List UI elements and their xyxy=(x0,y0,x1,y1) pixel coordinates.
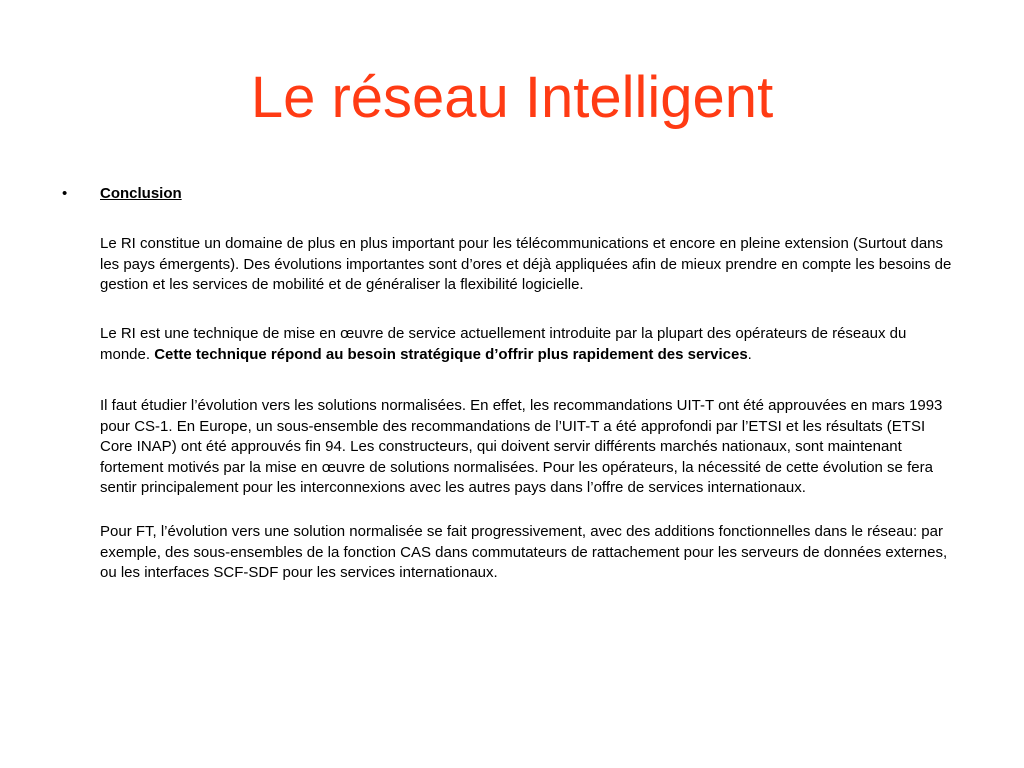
slide-title: Le réseau Intelligent xyxy=(250,65,774,130)
paragraph-technique-text: Le RI est une technique de mise en œuvre de service actuellement introduite par la plupart des opérateurs de réseaux du monde. xyxy=(100,325,907,363)
bullet-icon: • xyxy=(62,185,68,202)
paragraph-technique xyxy=(100,324,956,365)
paragraph-overview: Le RI constitue un domaine de plus en plus important pour les télécommunications et encore en pleine extension (Surtout dans les pays émergents). Des évolutions importantes sont d’ores et déjà appliquées afin de mieux prendre en compte les besoins de gestion et les services de mobilité et de généraliser la flexibilité logicielle. xyxy=(100,235,952,293)
section-heading: Conclusion xyxy=(100,185,182,202)
paragraph-standardization: Il faut étudier l’évolution vers les solutions normalisées. En effet, les recommandations UIT-T ont été approuvées en mars 1993 pour CS-1. En Europe, un sous-ensemble des recommandations de l’UIT-T a été approfondi par l’ETSI et les résultats (ETSI Core INAP) ont été approuvés fin 94. Les constructeurs, qui doivent servir différents marchés nationaux, sont maintenant fortement motivés par la mise en œuvre de solutions normalisées. Pour les opérateurs, la nécessité de cette évolution se fera sentir principalement pour les interconnexions avec les autres pays dans l’offre de services internationaux. xyxy=(100,397,943,496)
paragraph-technique-end: . xyxy=(747,345,752,363)
paragraph-ft-evolution: Pour FT, l’évolution vers une solution normalisée se fait progressivement, avec des additions fonctionnelles dans le réseau: par exemple, des sous-ensembles de la fonction CAS dans commutateurs de rattachement pour les serveurs de données externes, ou les interfaces SCF-SDF pour les services internationaux. xyxy=(100,523,948,581)
paragraph-technique-emphasis: Cette technique répond au besoin stratégique d’offrir plus rapidement des services xyxy=(154,345,748,363)
